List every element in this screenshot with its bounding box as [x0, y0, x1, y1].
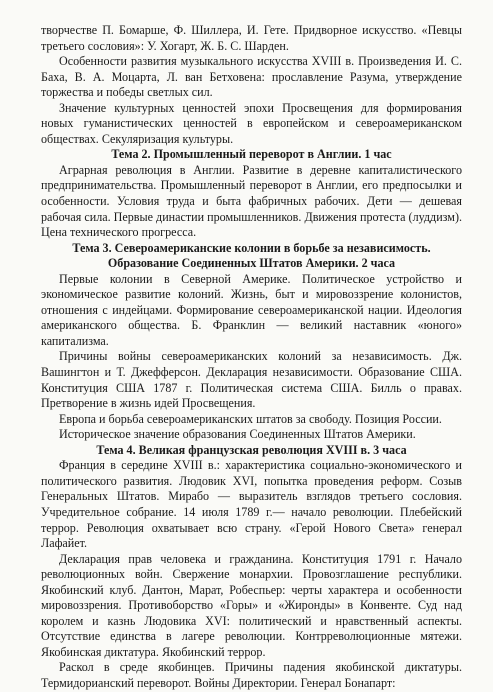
paragraph: Историческое значение образования Соединенных Штатов Америки.: [59, 427, 416, 442]
paragraph: Декларация прав человека и гражданина. Конституция 1791 г. Начало революционных войн. Свержение монархии. Провозглашение республики. Якобинский клуб. Дантон, Марат, Робеспьер: черты характера и особенности мировоззрения. Противоборство «Горы» и «Жиронды» в Конвенте. Суд над королем и казнь Людовика XVI: политический и нравственный аспекты. Отсутствие единства в лагере революции. Контрреволюционные мятежи. Якобинская диктатура. Якобинский террор.: [41, 551, 462, 659]
paragraph: Особенности развития музыкального искусства XVIII в. Произведения И. С. Баха, В. А. Моцарта, Л. ван Бетховена: прославление Разума, утверждение торжества и победы светлых сил.: [41, 54, 462, 100]
paragraph: Европа и борьба североамериканских штатов за свободу. Позиция России.: [59, 411, 442, 426]
section-heading: Тема 3. Североамериканские колонии в борьбе за независимость. Образование Соединенных Штатов Америки. 2 часа: [72, 240, 431, 271]
paragraph: Первые колонии в Северной Америке. Политическое устройство и экономическое развитие колоний. Жизнь, быт и мировоззрение колонистов, отношения с индейцами. Формирование североамериканской нации. Идеология американского общества. Б. Франклин — великий наставник «юного» капитализма.: [41, 271, 462, 348]
section-heading: Тема 2. Промышленный переворот в Англии. 1 час: [111, 147, 392, 162]
paragraph: Раскол в среде якобинцев. Причины падения якобинской диктатуры. Термидорианский переворот. Войны Директории. Генерал Бонапарт:: [41, 660, 462, 690]
paragraph: Причины войны североамериканских колоний за независимость. Дж. Вашингтон и Т. Джефферсон. Декларация независимости. Образование США. Конституция США 1787 г. Политическая система США. Билль о правах. Претворение в жизнь идей Просвещения.: [41, 349, 462, 411]
paragraph: Значение культурных ценностей эпохи Просвещения для формирования новых гуманистических ценностей в европейском и североамериканском обществах. Секуляризация культуры.: [41, 100, 462, 146]
paragraph: творчестве П. Бомарше, Ф. Шиллера, И. Гете. Придворное искусство. «Певцы третьего сословия»: У. Хогарт, Ж. Б. С. Шарден.: [41, 23, 462, 53]
paragraph: Аграрная революция в Англии. Развитие в деревне капиталистического предпринимательства. Промышленный переворот в Англии, его предпосылки и особенности. Условия труда и быта фабричных рабочих. Дети — дешевая рабочая сила. Первые династии промышленников. Движения протеста (луддизм). Цена технического прогресса.: [41, 162, 462, 240]
paragraph: Франция в середине XVIII в.: характеристика социально-экономического и политического развития. Людовик XVI, попытка проведения реформ. Созыв Генеральных Штатов. Мирабо — выразитель взглядов третьего сословия. Учредительное собрание. 14 июля 1789 г.— начало революции. Плебейский террор. Революция охватывает всю страну. «Герой Нового Света» генерал Лафайет.: [41, 458, 462, 551]
section-heading: Тема 4. Великая французская революция XVIII в. 3 часа: [96, 442, 407, 457]
